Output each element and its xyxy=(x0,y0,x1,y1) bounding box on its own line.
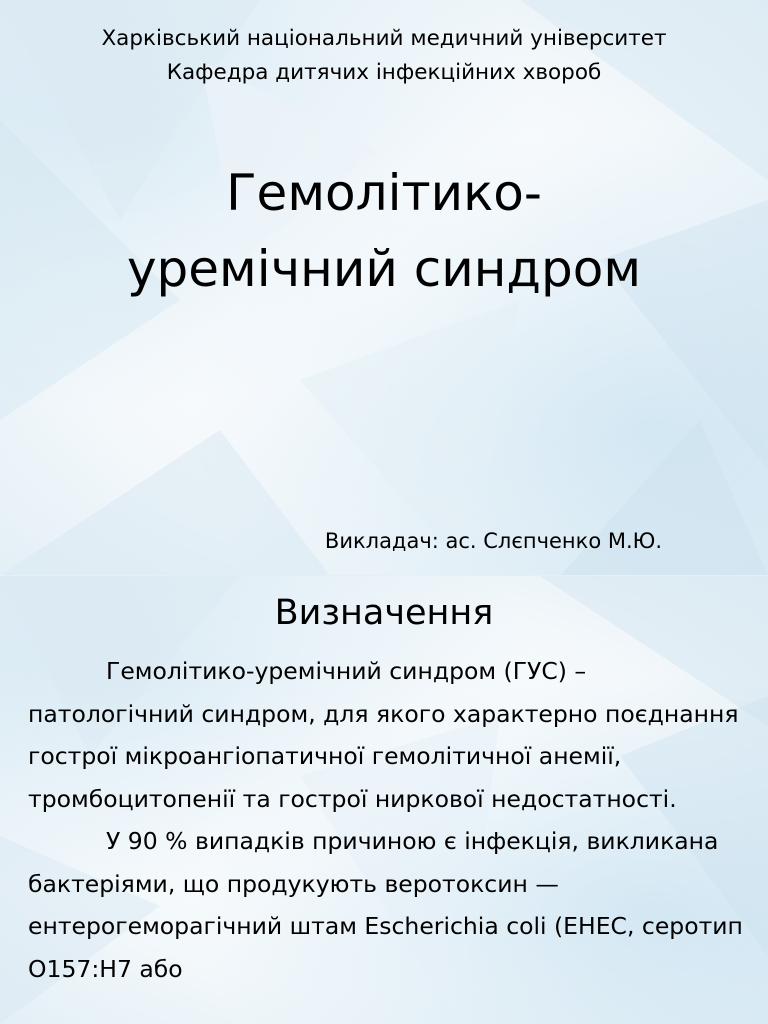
definition-body xyxy=(28,650,748,990)
slide-title-line-2: уремічний синдром xyxy=(126,240,642,298)
slide-title xyxy=(0,155,768,307)
definition-paragraph: Гемолітико-уремічний синдром (ГУС) – патологічний синдром, для якого характерно поєднання гострої мікроангіопатичної гемолітичної анемії, тромбоцитопенії та гострої ниркової недостатності. xyxy=(28,657,739,813)
definition-slide xyxy=(0,576,768,1024)
university-name: Харківський національний медичний університет xyxy=(101,26,667,51)
definition-title: Визначення xyxy=(274,593,494,633)
department-name: Кафедра дитячих інфекційних хвороб xyxy=(166,60,602,85)
slide-title-line-1: Гемолітико- xyxy=(226,164,542,222)
cause-paragraph: У 90 % випадків причиною є інфекція, викликана бактеріями, що продукують веротоксин — ентерогеморагічний штам Escherichia coli (EHEC, серотип O157:H7 або xyxy=(28,827,743,983)
university-header xyxy=(0,22,768,90)
lecturer-name: Викладач: ас. Слєпченко М.Ю. xyxy=(324,529,662,553)
